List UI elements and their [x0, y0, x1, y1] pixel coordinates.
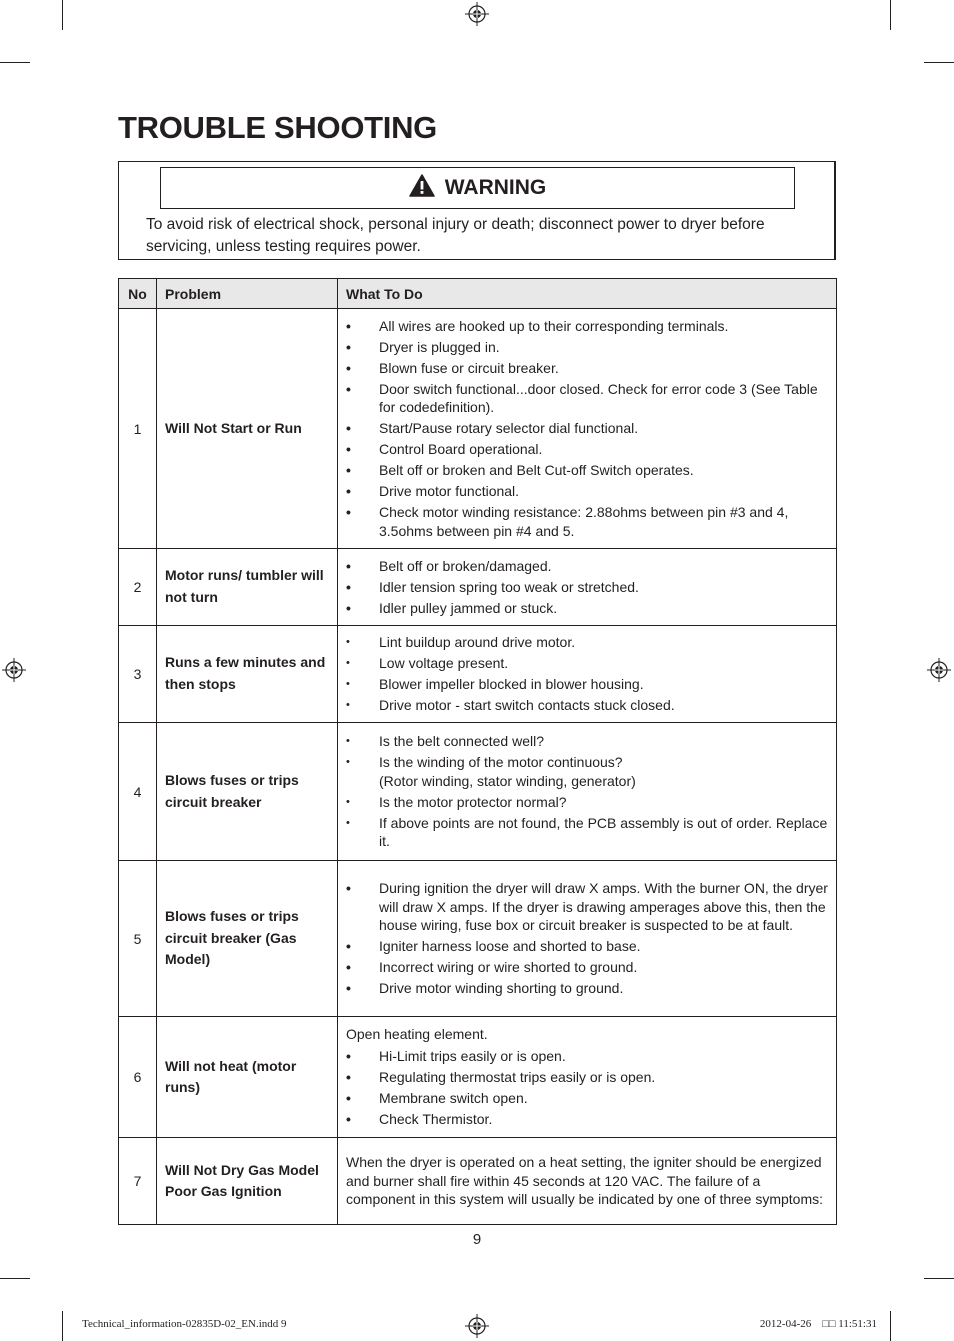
- list-item: • Start/Pause rotary selector dial functional.: [346, 419, 828, 438]
- page-number: 9: [472, 1231, 482, 1248]
- paragraph-text: When the dryer is operated on a heat setting, the igniter should be energized and burner shall fire within 45 seconds at 120 VAC. The failure of a component in this system will usually be indicated by one of three symptoms:: [346, 1154, 824, 1208]
- header-what-to-do: What To Do: [338, 279, 837, 309]
- table-row: [119, 309, 837, 549]
- registration-mark-icon: [465, 2, 489, 26]
- list-item: • Check Thermistor.: [346, 1110, 828, 1129]
- list-item: • Drive motor winding shorting to ground.: [346, 979, 828, 998]
- list-item: • If above points are not found, the PCB assembly is out of order. Replace it.: [346, 814, 828, 851]
- registration-mark-icon: [2, 658, 26, 682]
- page-title: TROUBLE SHOOTING: [118, 110, 437, 145]
- list-item: • Drive motor - start switch contacts stuck closed.: [346, 696, 828, 715]
- crop-mark: [0, 1278, 30, 1279]
- what-to-do-cell: [338, 1017, 837, 1138]
- crop-mark: [0, 62, 30, 63]
- list-item: • Lint buildup around drive motor.: [346, 633, 828, 652]
- row-number: 5: [119, 861, 157, 1017]
- header-no: No: [119, 279, 157, 309]
- list-item: • Hi-Limit trips easily or is open.: [346, 1047, 828, 1066]
- list-item: • Is the belt connected well?: [346, 732, 828, 751]
- list-item-text: Is the winding of the motor continuous?: [379, 754, 623, 771]
- list-item: • Low voltage present.: [346, 654, 828, 673]
- warning-triangle-icon: [409, 174, 435, 202]
- row-number: 3: [119, 625, 157, 723]
- table-row: [119, 861, 837, 1017]
- list-item: • Regulating thermostat trips easily or is open.: [346, 1068, 828, 1087]
- list-item-subtext: (Rotor winding, stator winding, generator): [379, 772, 636, 789]
- row-number: 7: [119, 1138, 157, 1225]
- list-item: • Blower impeller blocked in blower housing.: [346, 675, 828, 694]
- list-item: • All wires are hooked up to their corresponding terminals.: [346, 317, 828, 336]
- what-to-do-cell: [338, 625, 837, 723]
- list-item: [346, 753, 828, 790]
- problem-cell: Will Not Dry Gas Model Poor Gas Ignition: [157, 1138, 338, 1225]
- row-number: 4: [119, 723, 157, 861]
- row-number: 2: [119, 549, 157, 626]
- list-item: • Is the motor protector normal?: [346, 793, 828, 812]
- table-header-row: [119, 279, 837, 309]
- crop-mark: [62, 0, 63, 30]
- slug-time: □□ 11:51:31: [822, 1318, 877, 1330]
- list-item: • Control Board operational.: [346, 440, 828, 459]
- what-to-do-cell: [338, 861, 837, 1017]
- list-item: • Dryer is plugged in.: [346, 338, 828, 357]
- what-to-do-cell: [338, 1138, 837, 1225]
- crop-mark: [890, 0, 891, 30]
- table-row: [119, 549, 837, 626]
- problem-cell: Motor runs/ tumbler will not turn: [157, 549, 338, 626]
- slug-filename: Technical_information-02835D-02_EN.indd 9: [82, 1318, 287, 1330]
- what-to-do-cell: [338, 309, 837, 549]
- slug-date: 2012-04-26: [759, 1318, 812, 1330]
- slug-timestamp: [760, 1318, 877, 1330]
- list-item: • Idler pulley jammed or stuck.: [346, 599, 828, 618]
- problem-cell: Will Not Start or Run: [157, 309, 338, 549]
- problem-cell: Blows fuses or trips circuit breaker: [157, 723, 338, 861]
- crop-mark: [890, 1311, 891, 1341]
- list-item: • Check motor winding resistance: 2.88ohms between pin #3 and 4, 3.5ohms between pin #4 and 5.: [346, 503, 828, 540]
- intro-text: Open heating element.: [346, 1026, 488, 1043]
- warning-box: [118, 161, 836, 260]
- what-to-do-cell: [338, 549, 837, 626]
- table-row: [119, 625, 837, 723]
- warning-text: To avoid risk of electrical shock, personal injury or death; disconnect power to dryer before servicing, unless testing requires power.: [146, 216, 765, 255]
- list-item: • Belt off or broken and Belt Cut-off Switch operates.: [346, 461, 828, 480]
- problem-cell: Blows fuses or trips circuit breaker (Gas Model): [157, 861, 338, 1017]
- warning-heading: WARNING: [444, 176, 547, 199]
- registration-mark-icon: [465, 1314, 489, 1338]
- crop-mark: [924, 62, 954, 63]
- table-row: [119, 723, 837, 861]
- problem-cell: Will not heat (motor runs): [157, 1017, 338, 1138]
- what-to-do-cell: [338, 723, 837, 861]
- list-item: • Idler tension spring too weak or stretched.: [346, 578, 828, 597]
- table-row: [119, 1138, 837, 1225]
- problem-cell: Runs a few minutes and then stops: [157, 625, 338, 723]
- list-item: • Incorrect wiring or wire shorted to ground.: [346, 958, 828, 977]
- list-item: • During ignition the dryer will draw X amps. With the burner ON, the dryer will draw X amps. If the dryer is drawing amperages above this, then the house wiring, fuse box or circuit breaker is suspected to be at fault.: [346, 879, 828, 935]
- row-number: 6: [119, 1017, 157, 1138]
- table-row: [119, 1017, 837, 1138]
- list-item: • Blown fuse or circuit breaker.: [346, 359, 828, 378]
- registration-mark-icon: [927, 658, 951, 682]
- warning-header: [160, 167, 795, 209]
- crop-mark: [62, 1311, 63, 1341]
- list-item: • Membrane switch open.: [346, 1089, 828, 1108]
- row-number: 1: [119, 309, 157, 549]
- list-item: • Door switch functional...door closed. Check for error code 3 (See Table for codedefinition).: [346, 380, 828, 417]
- crop-mark: [924, 1278, 954, 1279]
- list-item: • Igniter harness loose and shorted to base.: [346, 937, 828, 956]
- troubleshooting-table: [118, 278, 837, 1225]
- list-item: • Drive motor functional.: [346, 482, 828, 501]
- header-problem: Problem: [157, 279, 338, 309]
- list-item: • Belt off or broken/damaged.: [346, 557, 828, 576]
